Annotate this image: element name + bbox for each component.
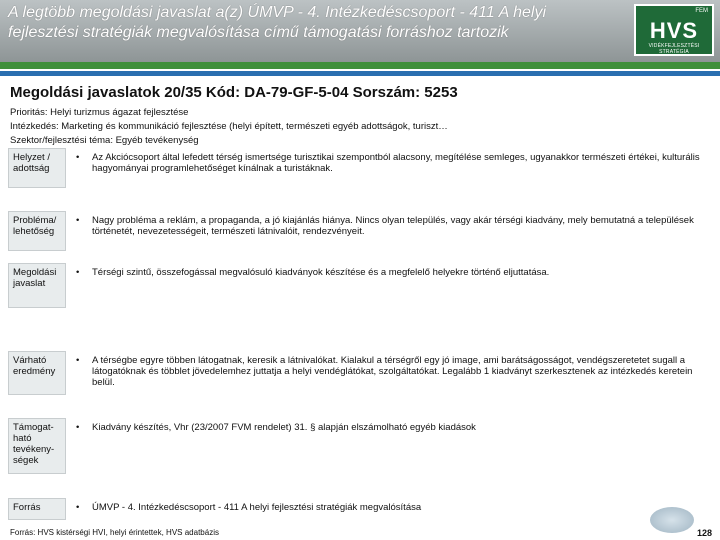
row-text: Az Akciócsoport által lefedett térség ismertsége turisztikai szempontból alacsony, megítélése semleges, ugyanakkor természeti értékei, kulturális hagyományai programlehetőséget kínálnak a turistáknak. (92, 152, 700, 174)
table-row (8, 351, 712, 395)
bullet-icon: • (76, 215, 80, 226)
table-row (8, 498, 712, 520)
row-content (76, 502, 712, 513)
row-content (76, 355, 712, 388)
header (0, 0, 720, 62)
bullet-icon: • (76, 355, 80, 366)
meta-measure: Intézkedés: Marketing és kommunikáció fejlesztése (helyi épített, természeti egyéb adottságok, turiszt… (10, 121, 448, 132)
row-label: Megoldási javaslat (8, 263, 66, 308)
logo-subtext: VIDÉKFEJLESZTÉSI STRATÉGIA (648, 43, 700, 55)
blue-divider (0, 71, 720, 76)
row-content (76, 215, 712, 237)
green-divider (0, 62, 720, 69)
row-content (76, 152, 712, 174)
table-row (8, 263, 712, 308)
table-row (8, 418, 712, 474)
row-content (76, 422, 712, 433)
meta-priority: Prioritás: Helyi turizmus ágazat fejlesztése (10, 107, 189, 118)
bullet-icon: • (76, 267, 80, 278)
row-text: Kiadvány készítés, Vhr (23/2007 FVM rendelet) 31. § alapján elszámolható egyéb kiadások (92, 422, 476, 433)
row-label: Helyzet / adottság (8, 148, 66, 188)
row-label: Várható eredmény (8, 351, 66, 395)
header-title: A legtöbb megoldási javaslat a(z) ÚMVP - 4. Intézkedéscsoport - 411 A helyi fejlesztési stratégiák megvalósítása című támogatási forráshoz tartozik (8, 4, 547, 41)
bullet-icon: • (76, 152, 80, 163)
footer-logo-icon (650, 507, 694, 533)
row-text: Nagy probléma a reklám, a propaganda, a jó kiajánlás hiánya. Nincs olyan település, vagy akár térségi kiadvány, mely bemutatná a települések történetét, nevezetességeit, természeti látnivalóit, rendezvényeit. (92, 215, 694, 237)
meta-sector: Szektor/fejlesztési téma: Egyéb tevékenység (10, 135, 199, 146)
row-text: A térségbe egyre többen látogatnak, keresik a látnivalókat. Kialakul a térségről egy jó image, ami barátságosságot, vendégszeretetet sugall a látogatóknak és többlet jövedelemhez juttatja a helyi vendéglátókat, szolgáltatókat. Legalább 1 kiadványt szerkesztenek az intézkedés keretein belül. (92, 355, 693, 388)
row-label: Forrás (8, 498, 66, 520)
logo-topline: FEM (695, 8, 708, 14)
row-content (76, 267, 712, 278)
page-title: Megoldási javaslatok 20/35 Kód: DA-79-GF-5-04 Sorszám: 5253 (10, 84, 458, 101)
logo-text: HVS (649, 18, 699, 43)
row-text: Térségi szintű, összefogással megvalósuló kiadványok készítése és a megfelelő helyekre történő eljuttatása. (92, 267, 550, 278)
bullet-icon: • (76, 502, 80, 513)
table-row (8, 211, 712, 251)
hvs-logo (634, 4, 714, 56)
row-text: ÚMVP - 4. Intézkedéscsoport - 411 A helyi fejlesztési stratégiák megvalósítása (92, 502, 422, 513)
row-label: Probléma/ lehetőség (8, 211, 66, 251)
row-label: Támogat-ható tevékeny-ségek (8, 418, 66, 474)
footer-source: Forrás: HVS kistérségi HVI, helyi érintettek, HVS adatbázis (10, 528, 219, 537)
table-row (8, 148, 712, 188)
bullet-icon: • (76, 422, 80, 433)
page-number: 128 (697, 528, 713, 538)
